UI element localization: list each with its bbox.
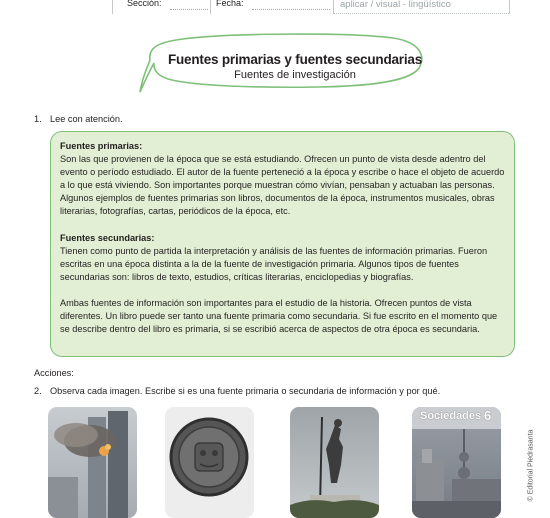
book-number: 6: [484, 408, 492, 423]
header-divider-4: [509, 0, 510, 14]
maya-coin-photo: [165, 407, 254, 518]
twin-towers-photo: [48, 407, 137, 518]
page-subtitle: Fuentes de investigación: [234, 69, 356, 81]
seccion-label: Sección:: [127, 0, 162, 8]
header-divider: [112, 0, 113, 14]
book-cover-photo: [412, 407, 501, 518]
question-2-text: Observa cada imagen. Escribe si es una fuente primaria o secundaria de información y por qué.: [50, 386, 441, 396]
question-1-text: Lee con atención.: [50, 114, 123, 124]
statue-photo: [290, 407, 379, 518]
primarias-text: Son las que provienen de la época que se está estudiando. Ofrecen un punto de vista desde adentro del evento o período estudiado. El autor de la fuente perteneció a la época y escribe o hace el objeto de acuerdo a lo que está viviendo. Son importantes porque muestran cómo vivían, pensaban y actuaban las personas. Algunos ejemplos de fuentes primarias son libros, documentos de la época, instrumentos musicales, obras literarias, fotografías, cartas, periódicos de la época, etc.: [60, 154, 505, 217]
publisher-credit: © Editorial Piedrasanta: [527, 429, 535, 502]
secundarias-text: Tienen como punto de partida la interpretación y análisis de las fuentes de información primarias. Fueron escritas en una época distinta a la de la fuente de investigación primaria. Algunos tipos de fuentes secundarias son: libros de texto, estudios, críticas literarias, enciclopedias y biografías.: [60, 245, 488, 282]
acciones-label: Acciones:: [34, 368, 74, 378]
reading-box-content: [60, 140, 506, 349]
header-divider-3: [333, 0, 334, 14]
header-divider-2: [210, 0, 211, 14]
question-2-number: 2.: [34, 386, 42, 396]
seccion-line[interactable]: [170, 9, 208, 10]
question-1-number: 1.: [34, 114, 42, 124]
header-underline: [334, 13, 509, 14]
fecha-line[interactable]: [252, 9, 330, 10]
book-title: Sociedades: [420, 410, 482, 422]
primarias-heading: Fuentes primarias:: [60, 141, 143, 151]
secundarias-heading: Fuentes secundarias:: [60, 232, 155, 243]
fecha-label: Fecha:: [216, 0, 244, 8]
learning-styles: aplicar / visual - lingüístico: [340, 0, 451, 10]
page-title: Fuentes primarias y fuentes secundarias: [167, 52, 423, 67]
ambas-text: Ambas fuentes de información son importantes para el estudio de la historia. Ofrecen puntos de vista diferentes. Un libro puede ser tanto una fuente primaria como secundaria. Si fue escrito en el momento que se describe dentro del libro es primaria, si se escribió acerca de aspectos de otra época es secundaria.: [60, 297, 498, 335]
